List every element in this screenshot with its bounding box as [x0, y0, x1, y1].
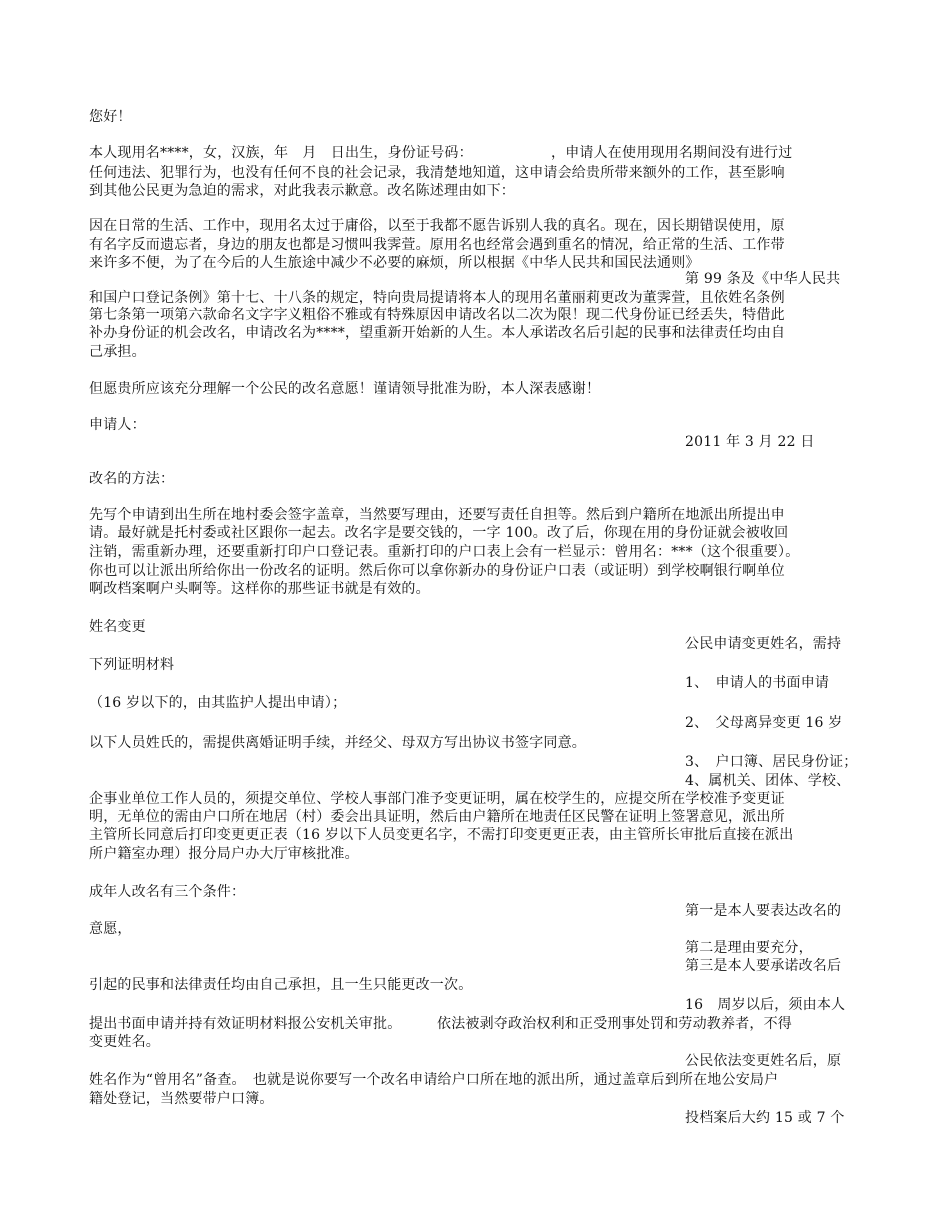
text-line: 补办身份证的机会改名，申请改名为****，望重新开始新的人生。本人承诺改名后引起的民事和法律责任均由自: [89, 325, 786, 341]
text-line: 本人现用名****，女，汉族，年 月 日出生，身份证号码： ，申请人在使用现用名期间没有进行过: [89, 145, 793, 161]
text-line: 有名字反而遗忘者，身边的朋友也都是习惯叫我霁萱。原用名也经常会遇到重名的情况，给正常的生活、工作带: [89, 237, 785, 253]
text-line: 企事业单位工作人员的，须提交单位、学校人事部门准予变更证明，属在校学生的，应提交所在学校准予变更证: [89, 791, 785, 807]
text-line: 姓名作为“曾用名”备查。 也就是说你要写一个改名申请给户口所在地的派出所，通过盖章后到所在地公安局户: [89, 1072, 779, 1088]
text-line: 下列证明材料: [89, 657, 175, 673]
text-line: 到其他公民更为急迫的需求，对此我表示歉意。改名陈述理由如下：: [89, 183, 515, 199]
text-line: 投档案后大约 15 或 7 个: [685, 1110, 845, 1126]
text-line: 己承担。: [89, 344, 146, 360]
text-line: 先写个申请到出生所在地村委会签字盖章，当然要写理由，还要写责任自担等。然后到户籍所在地派出所提出申: [89, 507, 785, 523]
text-line: 公民依法变更姓名后，原: [685, 1053, 842, 1069]
text-line: 意愿，: [89, 921, 132, 937]
text-line: 和国户口登记条例》第十七、十八条的规定，特向贵局提请将本人的现用名董丽莉更改为董霁萱，且依姓名条例: [89, 290, 785, 306]
text-line: 第二是理由要充分，: [685, 940, 813, 956]
text-line: 公民申请变更姓名，需持: [685, 636, 842, 652]
text-line: 4、属机关、团体、学校、: [685, 773, 851, 789]
text-line: 第一是本人要表达改名的: [685, 903, 842, 919]
text-line: 2、 父母离异变更 16 岁: [685, 715, 843, 731]
text-line: 您好！: [89, 109, 132, 125]
text-line: 主管所长同意后打印变更更正表（16 岁以下人员变更名字，不需打印变更更正表，由主管所长审批后直接在派出: [89, 827, 794, 843]
text-line: 姓名变更: [89, 619, 146, 635]
text-line: 以下人员姓氏的，需提供离婚证明手续，并经父、母双方写出协议书签字同意。: [89, 735, 586, 751]
text-line: 变更姓名。: [89, 1034, 160, 1050]
text-line: 引起的民事和法律责任均由自己承担，且一生只能更改一次。: [89, 977, 473, 993]
text-line: 2011 年 3 月 22 日: [685, 434, 815, 450]
text-line: 16 周岁以后，须由本人: [685, 997, 846, 1013]
text-line: 籍处登记，当然要带户口簿。: [89, 1091, 274, 1107]
text-line: 注销，需重新办理，还要重新打印户口登记表。重新打印的户口表上会有一栏显示：曾用名：***（这个很重要）。: [89, 544, 800, 560]
text-line: 但愿贵所应该充分理解一个公民的改名意愿！谨请领导批准为盼，本人深表感谢！: [89, 381, 601, 397]
text-line: 成年人改名有三个条件：: [89, 884, 246, 900]
text-line: 1、 申请人的书面申请: [685, 675, 830, 691]
text-line: （16 岁以下的，由其监护人提出申请）；: [89, 695, 347, 711]
text-line: 申请人：: [89, 417, 146, 433]
text-line: 啊改档案啊户头啊等。这样你的那些证书就是有效的。: [89, 581, 430, 597]
text-line: 任何违法、犯罪行为，也没有任何不良的社会记录，我清楚地知道，这申请会给贵所带来额外的工作，甚至影响: [89, 165, 785, 181]
text-line: 因在日常的生活、工作中，现用名太过于庸俗，以至于我都不愿告诉别人我的真名。现在，因长期错误使用，原: [89, 218, 785, 234]
text-line: 第三是本人要承诺改名后: [685, 958, 842, 974]
text-line: 来许多不便，为了在今后的人生旅途中减少不必要的麻烦，所以根据《中华人民共和国民法通则》: [89, 255, 700, 271]
text-line: 所户籍室办理）报分局户办大厅审核批准。: [89, 846, 359, 862]
text-line: 提出书面申请并持有效证明材料报公安机关审批。 依法被剥夺政治权利和正受刑事处罚和劳动教养者，不得: [89, 1016, 792, 1032]
text-line: 第七条第一项第六款命名文字字义粗俗不雅或有特殊原因申请改名以二次为限！现二代身份证已经丢失，特借此: [89, 307, 785, 323]
text-line: 第 99 条及《中华人民共: [685, 271, 841, 287]
text-line: 明，无单位的需由户口所在地居（村）委会出具证明，然后由户籍所在地责任区民警在证明上签署意见，派出所: [89, 809, 785, 825]
text-line: 你也可以让派出所给你出一份改名的证明。然后你可以拿你新办的身份证户口表（或证明）到学校啊银行啊单位: [89, 563, 785, 579]
text-line: 3、 户口簿、居民身份证；: [685, 754, 858, 770]
text-line: 请。最好就是托村委或社区跟你一起去。改名字是要交钱的，一字 100。改了后，你现在用的身份证就会被收回: [89, 525, 789, 541]
text-line: 改名的方法：: [89, 471, 175, 487]
